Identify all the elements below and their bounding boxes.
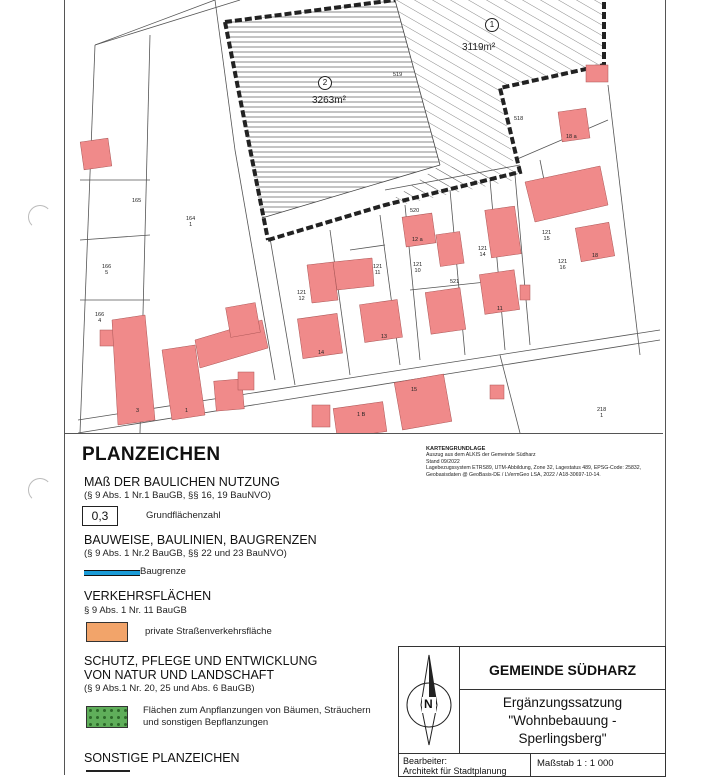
parcel-121-16-b: 16 [559, 265, 566, 271]
parcel-166-5 [102, 264, 111, 276]
kartengrundlage-line: Stand 09/2022 [426, 458, 460, 465]
verkehr-heading: VERKEHRSFLÄCHEN [84, 589, 212, 603]
schutz-heading-2: VON NATUR UND LANDSCHAFT [84, 668, 275, 682]
parcel-121-15-a: 121 [542, 230, 552, 236]
north-letter: N [424, 697, 433, 711]
parcel-166-5-b: 5 [105, 270, 109, 276]
kartengrundlage-title: KARTENGRUNDLAGE [426, 446, 486, 452]
verkehr-ref: § 9 Abs. 1 Nr. 11 BauGB [84, 605, 187, 616]
punch-hole-bottom [28, 478, 52, 502]
private-street-swatch [86, 622, 128, 642]
title-block [398, 646, 666, 777]
parcel-519: 519 [393, 72, 403, 78]
baugrenze-label: Baugrenze [140, 566, 186, 577]
parcel-166-4-a: 166 [95, 312, 105, 318]
gfz-sample-box: 0,3 [82, 506, 118, 526]
parcel-121-11 [373, 264, 382, 276]
parcel-218-1-a: 218 [597, 407, 607, 413]
planting-label-1: Flächen zum Anpflanzungen von Bäumen, Sträuchern [143, 705, 371, 716]
schutz-ref: (§ 9 Abs.1 Nr. 20, 25 und Abs. 6 BauGB) [84, 683, 255, 694]
kartengrundlage-line: Lagebezugssystem ETRS89, UTM-Abbildung, Zone 32, Lagestatus 489, EPSG-Code: 25832, [426, 465, 642, 472]
sonstige-symbol [86, 770, 130, 777]
parcel-121-12 [297, 290, 306, 302]
parcel-165: 165 [132, 198, 142, 204]
parcel-121-15 [542, 230, 551, 242]
legend-title: PLANZEICHEN [82, 444, 221, 465]
planting-swatch [86, 706, 128, 728]
house-13: 13 [381, 334, 388, 340]
kartengrundlage-line: Geobasisdaten @ GeoBasis-DE / LVermGeo LSA, 2022 / A18-30697-10-14. [426, 471, 601, 478]
parcel-121-14 [478, 246, 487, 258]
house-1: 1 [185, 408, 189, 414]
north-arrow-cell [399, 647, 460, 753]
bearbeiter-cell [399, 754, 531, 777]
mass-heading: MAß DER BAULICHEN NUTZUNG [84, 475, 280, 489]
massstab: Maßstab 1 : 1 000 [537, 758, 614, 769]
parcel-520: 520 [410, 208, 420, 214]
parcel-164 [186, 216, 195, 228]
parcel-121-14-a: 121 [478, 246, 488, 252]
cadastral-map [65, 0, 663, 433]
house-18a: 18 a [566, 134, 577, 140]
map-divider [65, 433, 663, 434]
gemeinde-name: GEMEINDE SÜDHARZ [460, 647, 665, 690]
title-block-footer [399, 753, 665, 777]
kartengrundlage [426, 446, 666, 478]
parcel-121-11-a: 121 [373, 264, 383, 270]
parcel-121-15-b: 15 [543, 236, 550, 242]
area-1-number: 1 [485, 18, 499, 32]
parcel-121-10 [413, 262, 422, 274]
parcel-166-4-b: 4 [98, 318, 102, 324]
schutz-heading-1: SCHUTZ, PFLEGE UND ENTWICKLUNG [84, 654, 318, 668]
kartengrundlage-line: Auszug aus dem ALKIS der Gemeinde Südharz [426, 452, 536, 459]
parcel-521: 521 [450, 279, 460, 285]
parcel-218-1 [597, 407, 606, 419]
parcel-121-12-a: 121 [297, 290, 307, 296]
house-11: 11 [497, 306, 503, 312]
private-street-label: private Straßenverkehrsfläche [145, 626, 272, 637]
bearbeiter-label: Bearbeiter: [403, 756, 448, 766]
house-1b: 1 B [357, 412, 366, 418]
punch-hole-top [28, 205, 52, 229]
parcel-121-16 [558, 259, 567, 271]
bauweise-heading: BAUWEISE, BAULINIEN, BAUGRENZEN [84, 533, 317, 547]
house-14: 14 [318, 350, 325, 356]
parcel-121-16-a: 121 [558, 259, 568, 265]
area-1-size: 3119m² [462, 42, 496, 53]
parcel-121-11-b: 11 [374, 270, 381, 276]
plan-title-line-1: Ergänzungssatzung [502, 695, 623, 710]
area-2-number: 2 [318, 76, 332, 90]
parcel-518: 518 [514, 116, 524, 122]
parcel-121-10-b: 10 [414, 268, 421, 274]
mass-ref: (§ 9 Abs. 1 Nr.1 BauGB, §§ 16, 19 BauNVO) [84, 490, 271, 501]
house-3: 3 [136, 408, 140, 414]
parcel-218-1-b: 1 [600, 413, 604, 419]
parcel-166-4 [95, 312, 104, 324]
planting-label-2: und sonstigen Bepflanzungen [143, 717, 269, 728]
area-2-size: 3263m² [312, 95, 346, 106]
parcel-121-12-b: 12 [298, 296, 305, 302]
plan-title [460, 690, 665, 748]
parcel-164-b: 1 [189, 222, 193, 228]
parcel-166-5-a: 166 [102, 264, 112, 270]
baugrenze-symbol [84, 570, 140, 576]
house-15: 15 [411, 387, 418, 393]
house-18: 18 [592, 253, 599, 259]
parcel-121-14-b: 14 [479, 252, 486, 258]
gfz-label: Grundflächenzahl [146, 510, 221, 521]
house-12a: 12 a [412, 237, 423, 243]
plan-title-line-2: "Wohnbebauung - [508, 713, 617, 728]
parcel-164-a: 164 [186, 216, 196, 222]
parcel-121-10-a: 121 [413, 262, 423, 268]
bearbeiter-value: Architekt für Stadtplanung [403, 766, 507, 776]
plan-title-line-3: Sperlingsberg" [518, 731, 607, 746]
sonstige-heading: SONSTIGE PLANZEICHEN [84, 751, 240, 765]
bauweise-ref: (§ 9 Abs. 1 Nr.2 BauGB, §§ 22 und 23 BauNVO) [84, 548, 287, 559]
